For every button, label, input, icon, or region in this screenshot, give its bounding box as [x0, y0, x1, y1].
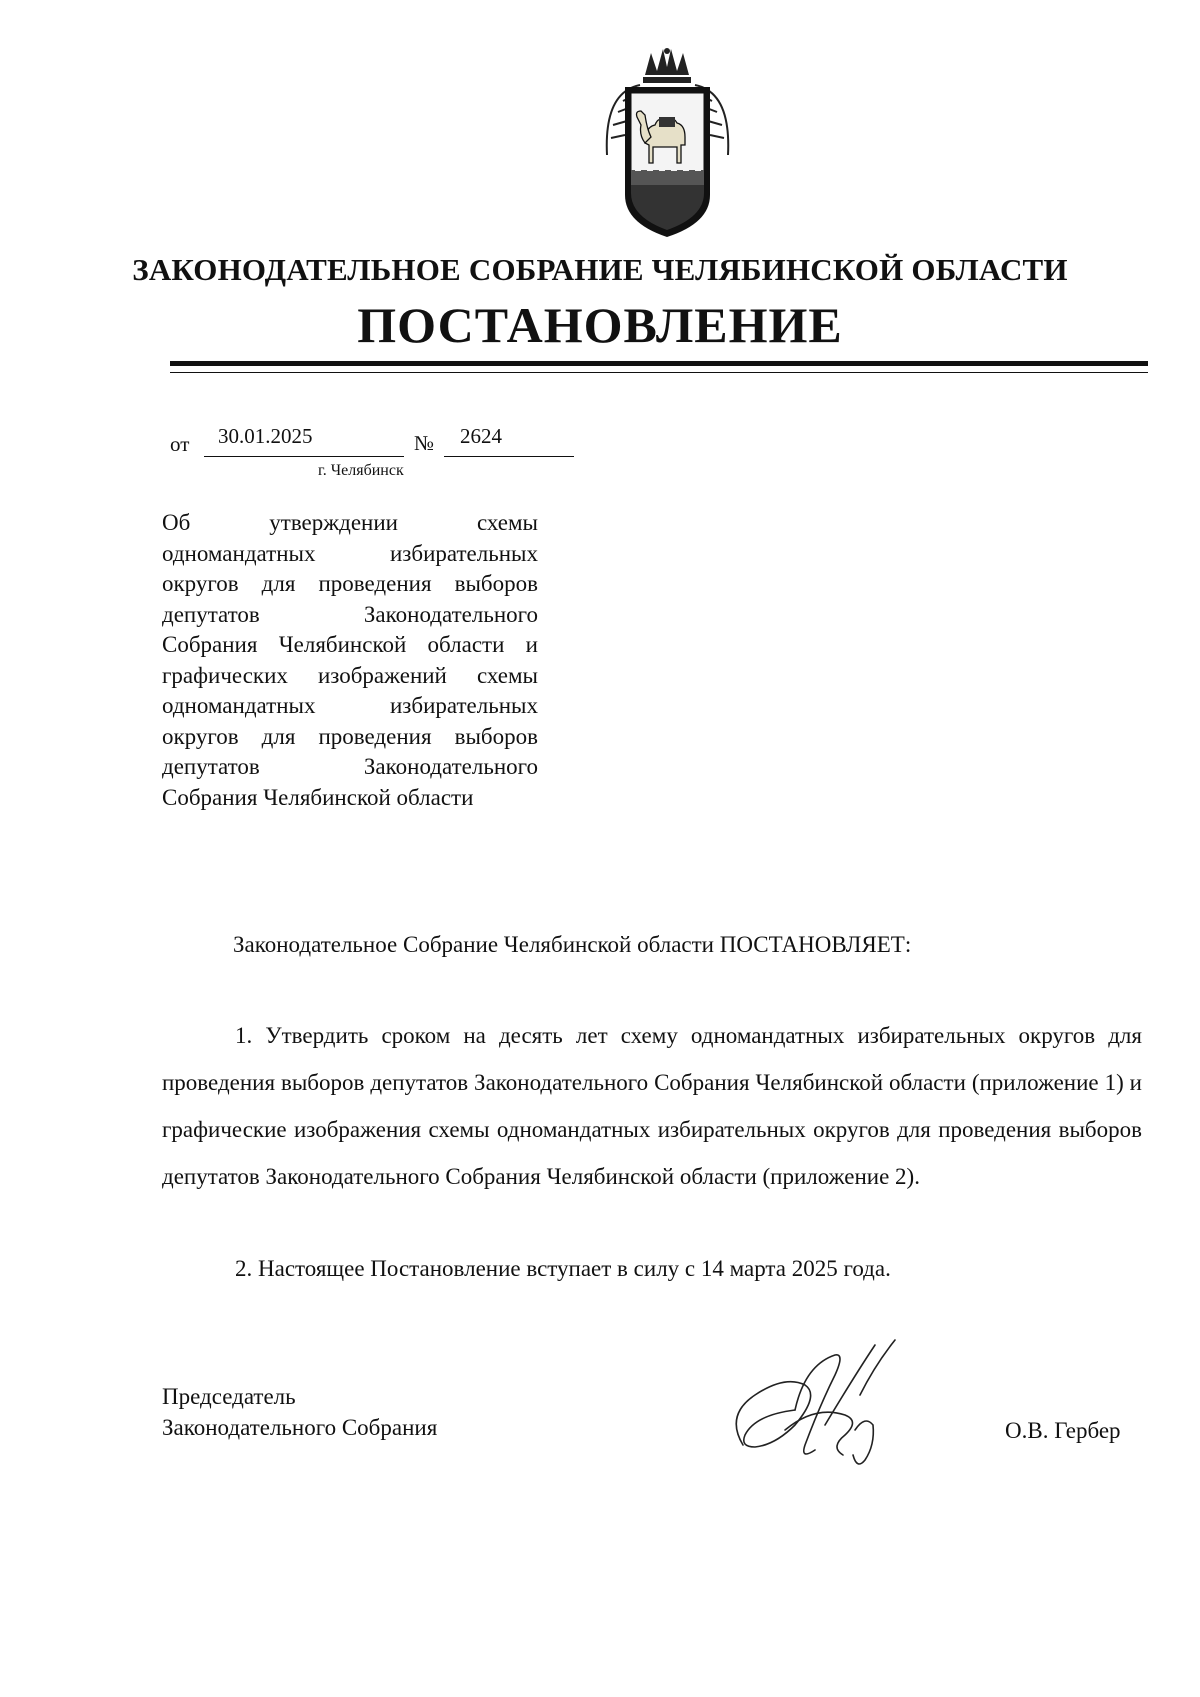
document-number: 2624: [460, 424, 502, 448]
chelyabinsk-coat-of-arms-icon: [585, 45, 750, 245]
signatory-position-line2: Законодательного Собрания: [162, 1414, 438, 1440]
decree-statement: Законодательное Собрание Челябинской области ПОСТАНОВЛЯЕТ:: [233, 932, 912, 957]
date-underline: [204, 456, 404, 457]
organization-title: ЗАКОНОДАТЕЛЬНОЕ СОБРАНИЕ ЧЕЛЯБИНСКОЙ ОБЛАСТИ: [132, 252, 1068, 287]
document-subject: Об утверждении схемы одномандатных избирательных округов для проведения выборов депутатов Законодательного Собрания Челябинской области и графических изображений схемы одномандатных избирательных округов для проведения выборов депутатов Законодательного Собрания Челябинской области: [162, 510, 538, 810]
header-divider-thin: [170, 372, 1148, 373]
decree-item-2: 2. Настоящее Постановление вступает в силу с 14 марта 2025 года.: [235, 1256, 891, 1281]
decree-item-1: 1. Утвердить сроком на десять лет схему одномандатных избирательных округов для проведения выборов депутатов Законодательного Собрания Челябинской области (приложение 1) и графические изображения схемы одномандатных избирательных округов для проведения выборов депутатов Законодательного Собрания Челябинской области (приложение 2).: [162, 1023, 1142, 1189]
header-divider-thick: [170, 361, 1148, 366]
city: г. Челябинск: [318, 462, 404, 479]
signatory-position-line1: Председатель: [162, 1384, 296, 1409]
document-type: ПОСТАНОВЛЕНИЕ: [357, 297, 843, 353]
number-sign: №: [414, 431, 435, 455]
document-date: 30.01.2025: [218, 424, 313, 448]
number-underline: [444, 456, 574, 457]
date-prefix: от: [170, 432, 190, 456]
signatory-position: [162, 1382, 437, 1443]
signatory-name: О.В. Гербер: [1005, 1418, 1121, 1443]
handwritten-signature-icon: [725, 1335, 915, 1475]
